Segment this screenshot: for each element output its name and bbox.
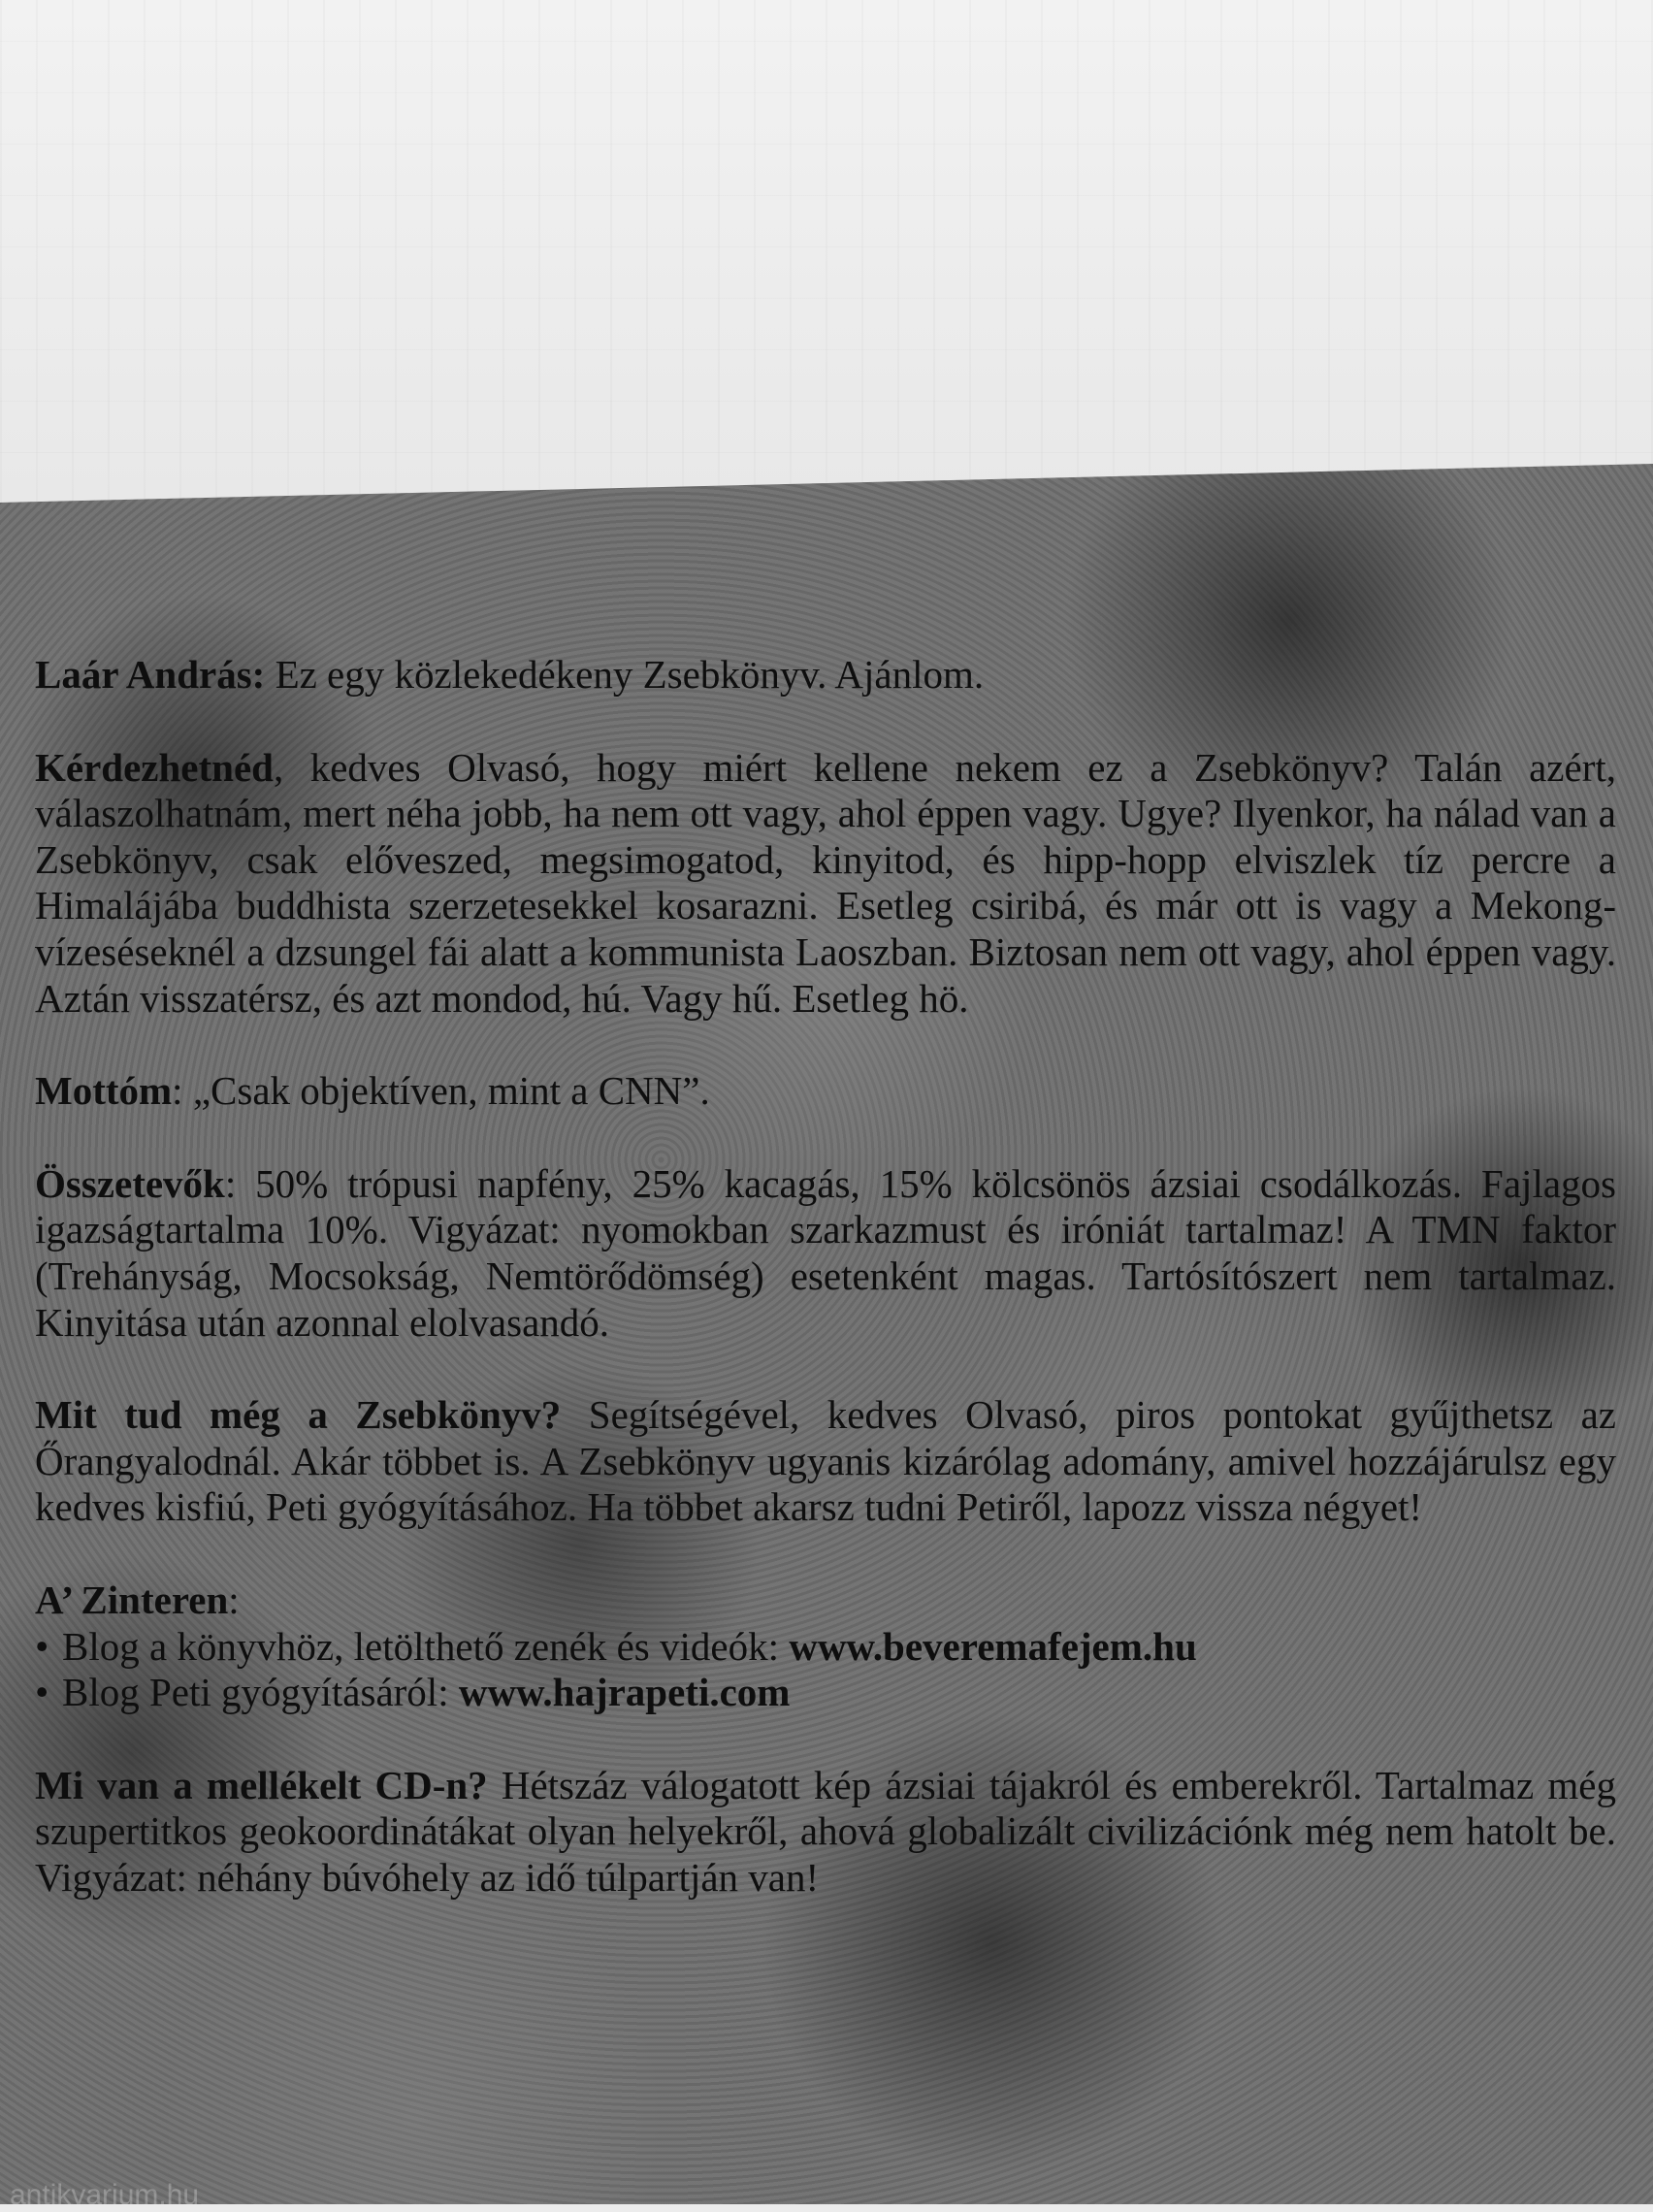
- link-label: Blog a könyvhöz, letölthető zenék és videók:: [62, 1623, 790, 1669]
- paragraph-body: , kedves Olvasó, hogy miért kellene nekem ez a Zsebkönyv? Talán azért, válaszolhatnám, mert néha jobb, ha nem ott vagy, ahol éppen vagy. Ugye? Ilyenkor, ha nálad van a Zsebkönyv, csak előveszed, megsimogatod, kinyitod, és hipp-hopp elviszlek tíz percre a Himalájába buddhista szerzetesekkel kosarazni. Esetleg csiribá, és már ott is vagy a Mekong-vízeséseknél a dzsungel fái alatt a kommunista Laoszban. Biztosan nem ott vagy, ahol éppen vagy. Aztán visszatérsz, és azt mondod, hú. Vagy hű. Esetleg hö.: [35, 744, 1616, 1021]
- paragraph-lead: Összetevők: [35, 1160, 225, 1206]
- paragraph-lead: Mit tud még a Zsebkönyv?: [35, 1392, 562, 1438]
- ingredients-paragraph: [35, 1161, 1616, 1346]
- paragraph-lead: Kérdezhetnéd: [35, 744, 274, 790]
- paragraph-lead: Laár András:: [35, 652, 266, 697]
- links-heading: [35, 1578, 1616, 1624]
- internet-links-section: [35, 1578, 1616, 1716]
- motto-paragraph: [35, 1068, 1616, 1115]
- intro-paragraph: [35, 745, 1616, 1023]
- peti-blog-url[interactable]: www.hajrapeti.com: [458, 1670, 791, 1715]
- links-heading-colon: :: [228, 1577, 240, 1622]
- link-label: Blog Peti gyógyításáról:: [62, 1670, 459, 1715]
- bullet-icon: •: [35, 1670, 49, 1715]
- paragraph-body: : „Csak objektíven, mint a CNN”.: [172, 1068, 710, 1114]
- paragraph-lead: Mi van a mellékelt CD-n?: [35, 1762, 488, 1807]
- links-heading-label: A’ Zinteren: [35, 1577, 229, 1622]
- paragraph-lead: Mottóm: [35, 1068, 173, 1114]
- paragraph-body: Segítségével, kedves Olvasó, piros pontokat gyűjthetsz az Őrangyalodnál. Akár többet is. A Zsebkönyv ugyanis kizárólag adomány, amivel hozzájárulsz egy kedves kisfiú, Peti gyógyításához. Ha többet akarsz tudni Petiről, lapozz vissza négyet!: [35, 1392, 1616, 1530]
- book-blog-url[interactable]: www.beveremafejem.hu: [789, 1623, 1197, 1669]
- paragraph-body: Hétszáz válogatott kép ázsiai tájakról és emberekről. Tartalmaz még szupertitkos geokoordinátákat olyan helyekről, ahová globalizált civilizációnk még nem hatolt be. Vigyázat: néhány búvóhely az idő túlpartján van!: [35, 1762, 1616, 1900]
- paragraph-body: : 50% trópusi napfény, 25% kacagás, 15% kölcsönös ázsiai csodálkozás. Fajlagos igazságtartalma 10%. Vigyázat: nyomokban szarkazmust és iróniát tartalmaz! A TMN faktor (Trehányság, Mocsokság, Nemtörődömség) esetenként magas. Tartósítószert nem tartalmaz. Kinyitása után azonnal elolvasandó.: [35, 1160, 1616, 1345]
- endorsement-paragraph: [35, 652, 1616, 699]
- bullet-icon: •: [35, 1623, 49, 1669]
- paragraph-body: Ez egy közlekedékeny Zsebkönyv. Ajánlom.: [265, 652, 985, 697]
- link-item-book-blog: [35, 1624, 1616, 1671]
- watermark-stamp: antikvarium.hu: [10, 2179, 200, 2211]
- cd-paragraph: [35, 1763, 1616, 1902]
- paper-background: [0, 0, 1653, 504]
- features-paragraph: [35, 1392, 1616, 1531]
- link-item-peti-blog: [35, 1670, 1616, 1716]
- back-cover-text: [35, 652, 1616, 1947]
